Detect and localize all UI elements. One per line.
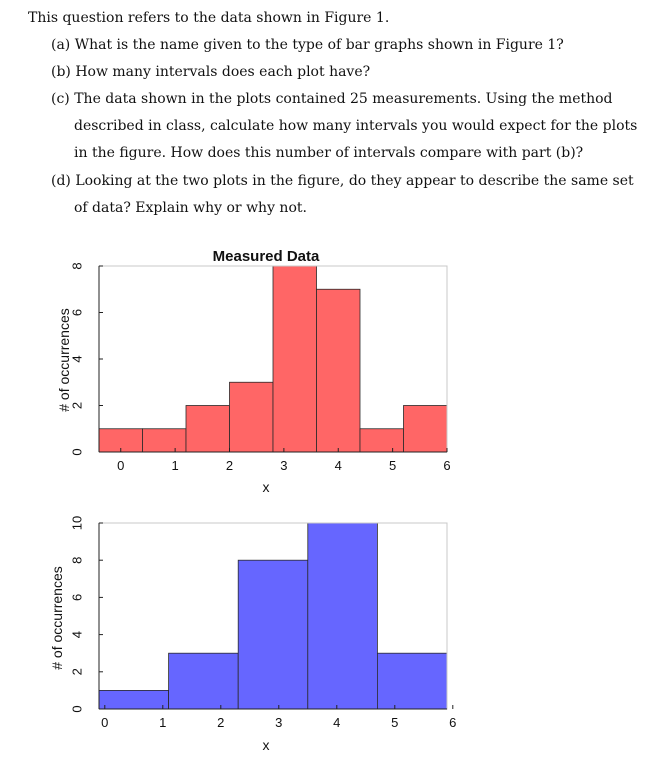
part-c-line-3: in the figure. How does this number of intervals compare with part (b)?	[74, 145, 584, 161]
histogram-bar	[360, 429, 404, 452]
y-axis-label: # of occurrences	[56, 308, 72, 412]
second-histogram-chart	[49, 516, 456, 753]
x-axis-label: x	[262, 737, 270, 753]
part-d-line-1: (d) Looking at the two plots in the figure, do they appear to describe the same set	[51, 173, 634, 189]
part-d-line-2: of data? Explain why or why not.	[74, 200, 307, 216]
y-tick-label: 4	[69, 355, 85, 363]
histogram-bar	[169, 653, 239, 709]
x-axis-label: x	[262, 479, 270, 495]
measured-data-chart	[56, 248, 451, 495]
y-tick-label: 4	[69, 630, 85, 639]
y-axis-label: # of occurrences	[49, 566, 65, 670]
x-tick-label: 3	[275, 715, 283, 730]
x-tick-label: 5	[391, 715, 399, 730]
x-tick-label: 4	[334, 458, 342, 473]
histogram-bar	[317, 289, 361, 452]
chart-title: Measured Data	[212, 248, 320, 265]
histogram-bar	[99, 690, 169, 709]
x-tick-label: 4	[333, 715, 341, 730]
x-tick-label: 2	[217, 715, 225, 730]
histogram-bar	[230, 382, 274, 452]
x-tick-label: 6	[443, 458, 451, 473]
y-tick-label: 10	[69, 515, 85, 531]
y-tick-label: 0	[69, 705, 85, 713]
x-tick-label: 1	[171, 458, 179, 473]
x-tick-label: 5	[389, 458, 397, 473]
y-tick-label: 2	[69, 401, 85, 410]
y-tick-label: 0	[69, 448, 85, 456]
histogram-bar	[273, 266, 317, 452]
histogram-bar	[377, 653, 447, 709]
x-tick-label: 1	[159, 715, 167, 730]
histogram-bar	[143, 429, 187, 452]
y-tick-label: 2	[69, 668, 85, 676]
y-tick-label: 8	[69, 262, 85, 270]
histogram-bar	[308, 523, 378, 709]
part-a: (a) What is the name given to the type of bar graphs shown in Figure 1?	[51, 37, 564, 53]
y-tick-label: 6	[69, 593, 85, 602]
part-c-line-1: (c) The data shown in the plots contained 25 measurements. Using the method	[51, 91, 613, 107]
x-tick-label: 0	[117, 458, 125, 473]
x-tick-label: 3	[280, 458, 288, 473]
x-tick-label: 2	[225, 458, 234, 473]
x-tick-label: 0	[101, 715, 109, 730]
histogram-bar	[238, 560, 308, 709]
part-b: (b) How many intervals does each plot have?	[51, 64, 371, 80]
question-intro: This question refers to the data shown in Figure 1.	[28, 10, 390, 26]
y-tick-label: 6	[69, 308, 85, 317]
x-tick-label: 6	[449, 715, 457, 730]
histogram-bar	[186, 406, 230, 453]
part-c-line-2: described in class, calculate how many intervals you would expect for the plots	[74, 118, 638, 134]
y-tick-label: 8	[69, 556, 85, 564]
histogram-bar	[404, 406, 448, 453]
